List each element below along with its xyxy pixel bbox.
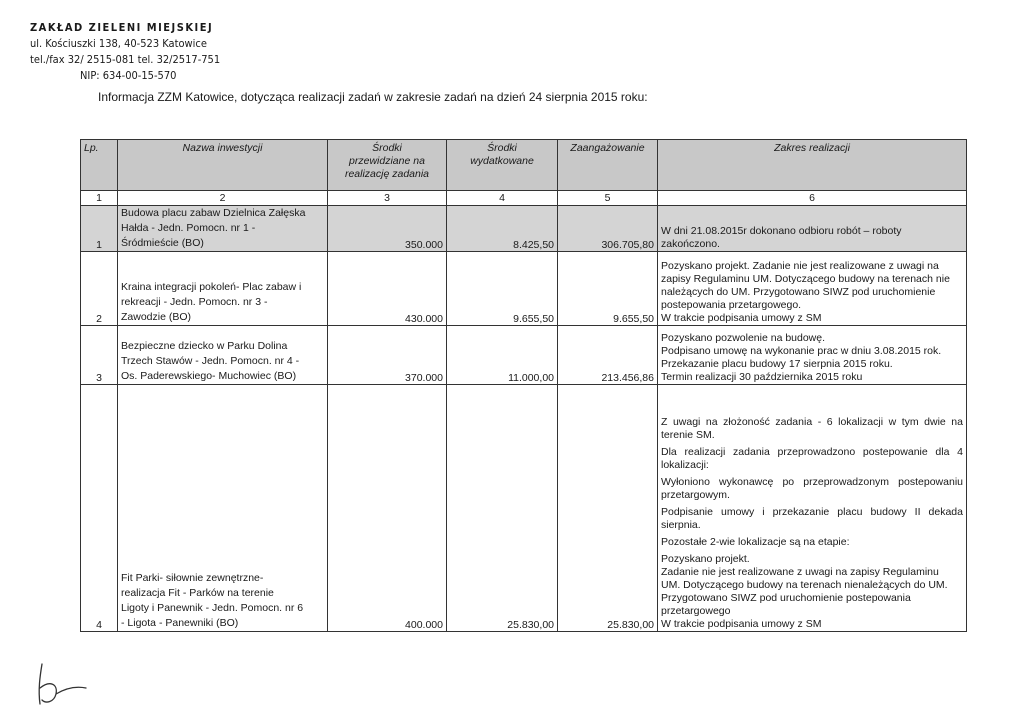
col-num: 6 xyxy=(658,191,967,206)
header-lp: Lp. xyxy=(81,140,118,191)
row-lp: 4 xyxy=(81,385,118,632)
name-line: Os. Paderewskiego- Muchowiec (BO) xyxy=(121,370,297,382)
scope-paragraph: Dla realizacji zadania przeprowadzono postepowanie dla 4 lokalizacji: xyxy=(661,446,963,471)
scope-line: W dni 21.08.2015r dokonano odbioru robót – roboty xyxy=(661,225,902,237)
scope-line: Pozyskano pozwolenie na budowę. xyxy=(661,332,826,344)
header-planned-l2: przewidziane na xyxy=(349,155,425,167)
row-spent: 25.830,00 xyxy=(447,385,558,632)
row-planned: 430.000 xyxy=(328,252,447,326)
scope-line: przetargowego xyxy=(661,605,731,617)
header-planned-l1: Środki xyxy=(372,142,402,154)
scope-line: Podpisano umowę na wykonanie prac w dniu 3.08.2015 rok. xyxy=(661,345,942,357)
org-address: ul. Kościuszki 138, 40-523 Katowice xyxy=(30,37,207,50)
scope-line: Termin realizacji 30 października 2015 roku xyxy=(661,371,863,383)
name-line: - Ligota - Panewniki (BO) xyxy=(121,617,239,629)
scope-line: postepowania przetargowego. xyxy=(661,299,802,311)
row-lp: 3 xyxy=(81,326,118,385)
scope-line: W trakcie podpisania umowy z SM xyxy=(661,312,822,324)
table-row xyxy=(81,326,967,385)
table-row xyxy=(81,206,967,252)
row-committed: 306.705,80 xyxy=(558,206,658,252)
intro-text: Informacja ZZM Katowice, dotycząca realizacji zadań w zakresie zadań na dzień 24 sierpnia 2015 roku: xyxy=(98,90,648,104)
scope-paragraph: Wyłoniono wykonawcę po przeprowadzonym postepowaniu przetargowym. xyxy=(661,476,963,501)
header-planned-l3: realizację zadania xyxy=(344,168,430,180)
scope-line: Zadanie nie jest realizowane z uwagi na zapisy Regulaminu xyxy=(661,566,939,578)
name-line: Trzech Stawów - Jedn. Pomocn. nr 4 - xyxy=(121,355,300,367)
table-row xyxy=(81,252,967,326)
row-lp: 1 xyxy=(81,206,118,252)
col-num: 1 xyxy=(81,191,118,206)
scope-line: zapisy Regulaminu UM. Dotyczącego budowy na terenach nie xyxy=(661,273,950,285)
row-planned: 400.000 xyxy=(328,385,447,632)
table-row xyxy=(81,385,967,632)
col-num: 5 xyxy=(558,191,658,206)
row-lp: 2 xyxy=(81,252,118,326)
row-name xyxy=(118,206,328,252)
row-name xyxy=(118,385,328,632)
header-name: Nazwa inwestycji xyxy=(118,140,328,191)
org-nip: NIP: 634-00-15-570 xyxy=(80,69,177,82)
name-line: realizacja Fit - Parków na terenie xyxy=(121,587,274,599)
header-spent-l2: wydatkowane xyxy=(470,155,534,167)
name-line: Śródmieście (BO) xyxy=(121,237,204,249)
scope-line: W trakcie podpisania umowy z SM xyxy=(661,618,822,630)
header-spent xyxy=(447,140,558,191)
header-spent-l1: Środki xyxy=(487,142,517,154)
col-num: 4 xyxy=(447,191,558,206)
row-scope xyxy=(658,252,967,326)
name-line: Ligoty i Panewnik - Jedn. Pomocn. nr 6 xyxy=(121,602,304,614)
scope-paragraph: Pozostałe 2-wie lokalizacje są na etapie: xyxy=(661,536,850,548)
investments-table xyxy=(80,139,967,632)
scope-line: Pozyskano projekt. Zadanie nie jest realizowane z uwagi na xyxy=(661,260,939,272)
scope-paragraph: Z uwagi na złożoność zadania - 6 lokalizacji w tym dwie na terenie SM. xyxy=(661,416,963,441)
header-scope: Zakres realizacji xyxy=(658,140,967,191)
scope-line: Przekazanie placu budowy 17 sierpnia 2015 roku. xyxy=(661,358,893,370)
header-committed: Zaangażowanie xyxy=(558,140,658,191)
row-planned: 350.000 xyxy=(328,206,447,252)
row-name xyxy=(118,326,328,385)
name-line: Zawodzie (BO) xyxy=(121,311,192,323)
row-planned: 370.000 xyxy=(328,326,447,385)
scope-line: UM. Dotyczącego budowy na terenach nienależących do UM. xyxy=(661,579,948,591)
scope-line: należących do UM. Przygotowano SIWZ pod uruchomienie xyxy=(661,286,936,298)
col-num: 3 xyxy=(328,191,447,206)
name-line: Hałda - Jedn. Pomocn. nr 1 - xyxy=(121,222,256,234)
row-spent: 9.655,50 xyxy=(447,252,558,326)
name-line: Budowa placu zabaw Dzielnica Załęska xyxy=(121,207,306,219)
column-number-row xyxy=(81,191,967,206)
row-spent: 8.425,50 xyxy=(447,206,558,252)
scope-line: Przygotowano SIWZ pod uruchomienie postepowania xyxy=(661,592,911,604)
table-header-row xyxy=(81,140,967,191)
org-phone: tel./fax 32/ 2515-081 tel. 32/2517-751 xyxy=(30,53,221,66)
row-committed: 25.830,00 xyxy=(558,385,658,632)
org-name: ZAKŁAD ZIELENI MIEJSKIEJ xyxy=(30,21,214,34)
row-name xyxy=(118,252,328,326)
scope-line: Pozyskano projekt. xyxy=(661,553,750,565)
row-committed: 9.655,50 xyxy=(558,252,658,326)
scope-paragraph: Podpisanie umowy i przekazanie placu budowy II dekada sierpnia. xyxy=(661,506,963,531)
row-scope xyxy=(658,326,967,385)
name-line: Kraina integracji pokoleń- Plac zabaw i xyxy=(121,281,302,293)
row-spent: 11.000,00 xyxy=(447,326,558,385)
name-line: Fit Parki- siłownie zewnętrzne- xyxy=(121,572,264,584)
handwritten-signature xyxy=(28,658,98,708)
scope-line: zakończono. xyxy=(661,238,720,250)
name-line: rekreacji - Jedn. Pomocn. nr 3 - xyxy=(121,296,268,308)
name-line: Bezpieczne dziecko w Parku Dolina xyxy=(121,340,288,352)
col-num: 2 xyxy=(118,191,328,206)
row-scope xyxy=(658,385,967,632)
row-scope xyxy=(658,206,967,252)
row-committed: 213.456,86 xyxy=(558,326,658,385)
header-planned xyxy=(328,140,447,191)
organization-stamp xyxy=(30,20,220,84)
